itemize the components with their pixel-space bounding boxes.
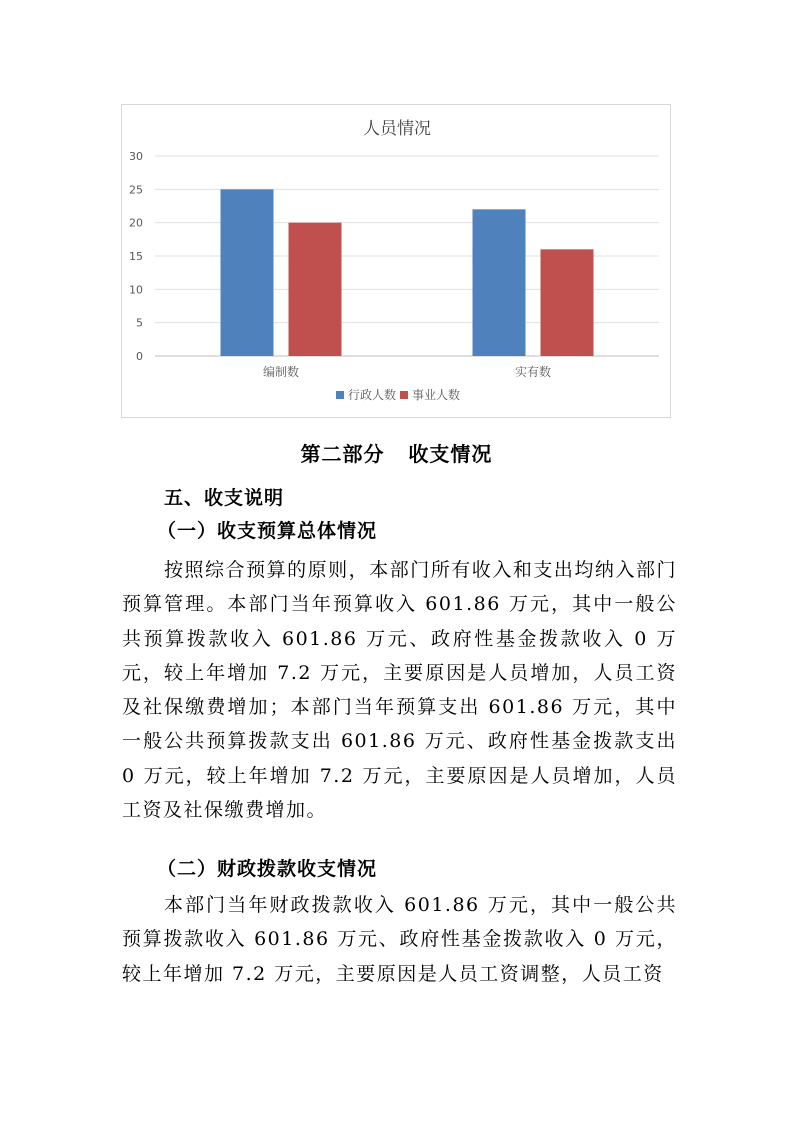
y-tick-label-5: 5 — [136, 316, 143, 330]
legend-swatch-0 — [336, 391, 344, 399]
staff-bar-chart-svg — [122, 105, 672, 419]
chart-title: 人员情况 — [363, 119, 431, 139]
x-category-label-0: 编制数 — [262, 365, 300, 379]
y-tick-label-0: 0 — [136, 350, 143, 363]
y-tick-label-10: 10 — [129, 283, 143, 297]
heading-income-expense-notes: 五、收支说明 — [164, 487, 285, 509]
bar-1-0 — [473, 209, 526, 356]
x-category-label-1: 实有数 — [514, 365, 552, 379]
heading-budget-overview: （一）收支预算总体情况 — [157, 520, 378, 542]
staff-chart — [121, 104, 671, 418]
heading-fiscal-appropriation: （二）财政拨款收支情况 — [157, 858, 378, 880]
bar-0-1 — [289, 223, 342, 356]
paragraph-budget-overview: 按照综合预算的原则，本部门所有收入和支出均纳入部门预算管理。本部门当年预算收入 601.86 万元，其中一般公共预算拨款收入 601.86 万元、政府性基金拨款收入 0 万元，较上年增加 7.2 万元，主要原因是人员增加，人员工资及社保缴费增加；本部门当年预算支出 601.86 万元，其中一般公共预算拨款支出 601.86 万元、政府性基金拨款支出 0 万元，较上年增加 7.2 万元，主要原因是人员增加，人员工资及社保缴费增加。 — [122, 559, 677, 822]
paragraph-fiscal-appropriation: 本部门当年财政拨款收入 601.86 万元，其中一般公共预算拨款收入 601.86 万元、政府性基金拨款收入 0 万元，较上年增加 7.2 万元，主要原因是人员工资调整，人员工资 — [122, 894, 677, 985]
y-tick-label-25: 25 — [129, 183, 143, 197]
section-title: 第二部分 收支情况 — [300, 442, 493, 466]
y-tick-label-15: 15 — [129, 250, 143, 263]
legend-label-0: 行政人数 — [348, 388, 397, 402]
y-tick-label-30: 30 — [129, 150, 143, 163]
bar-1-1 — [541, 249, 594, 356]
y-tick-label-20: 20 — [129, 216, 143, 230]
bar-0-0 — [221, 189, 274, 356]
legend-label-1: 事业人数 — [412, 388, 461, 402]
legend-swatch-1 — [400, 391, 408, 399]
